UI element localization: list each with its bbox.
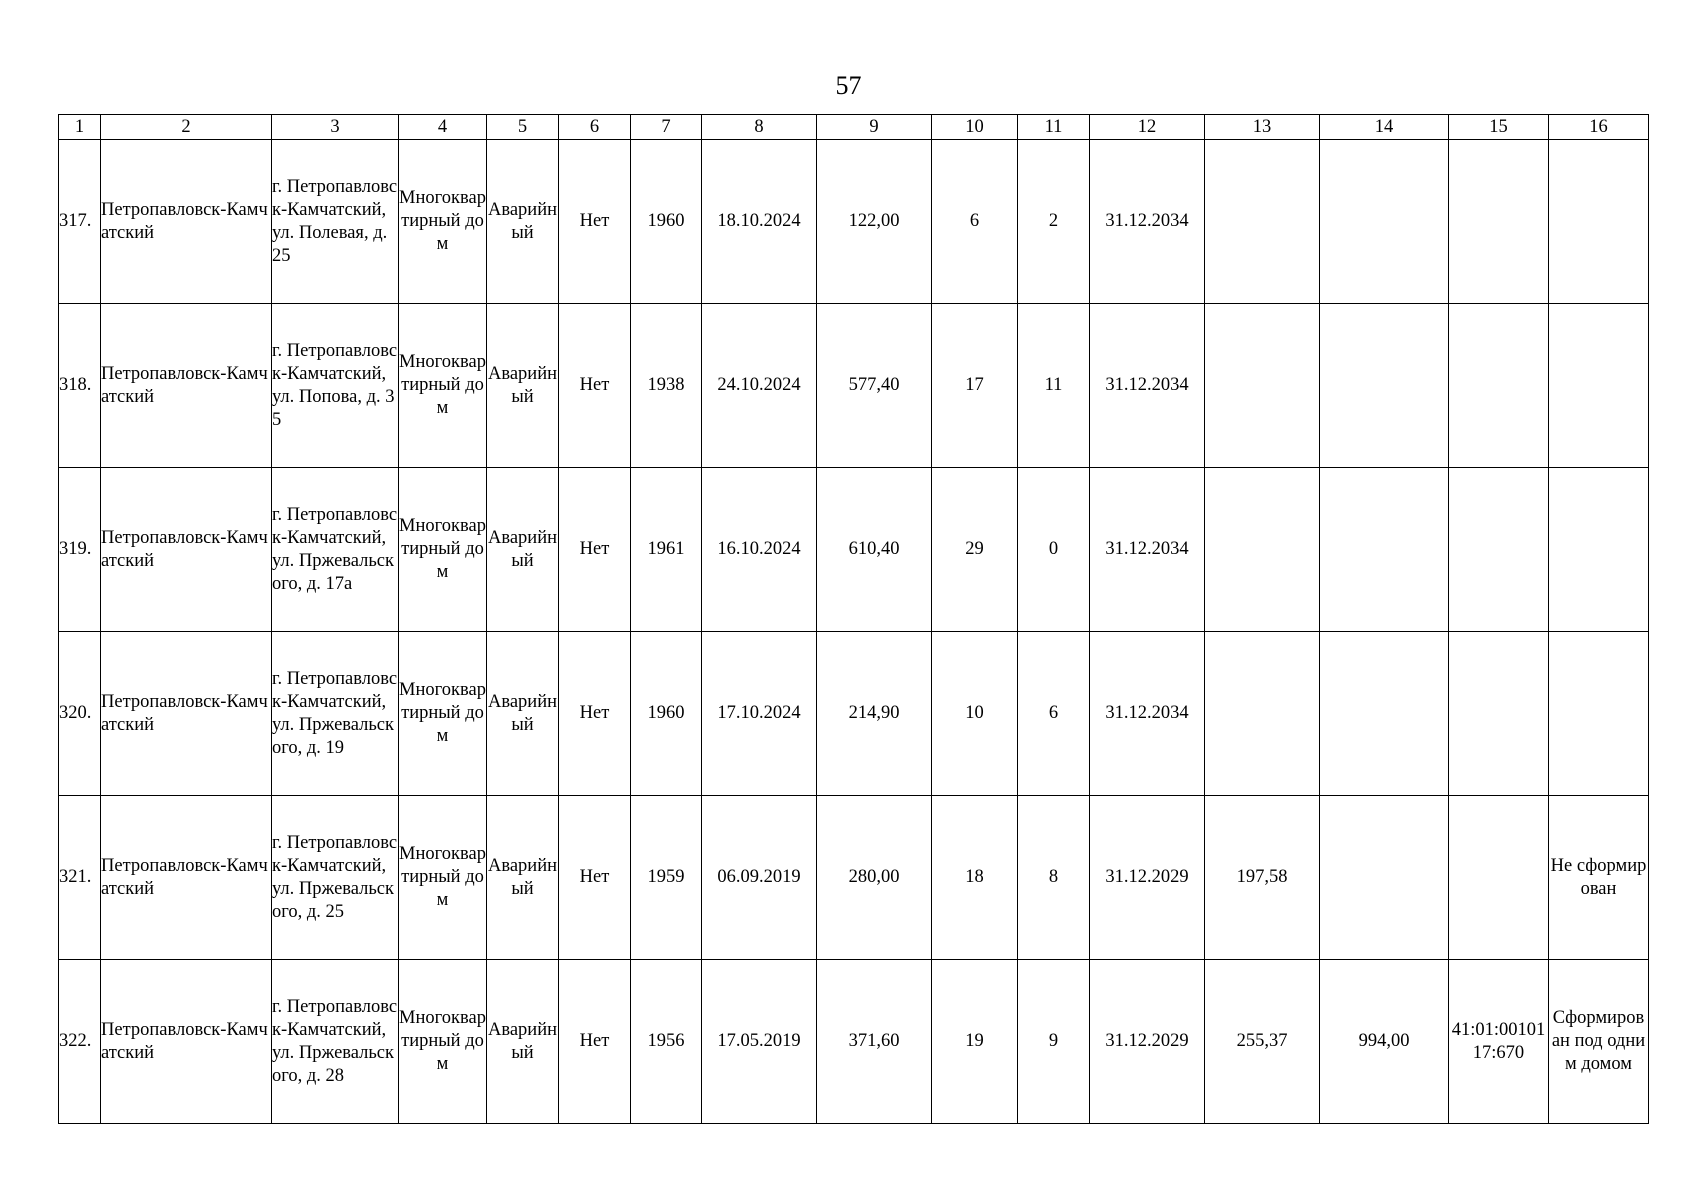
col6-cell: Нет: [559, 304, 631, 468]
table-row: [59, 304, 1649, 468]
building-type-cell: Многоквартирный дом: [399, 304, 487, 468]
cadastral-cell: [1449, 304, 1549, 468]
column-header: 2: [101, 115, 272, 140]
condition-cell: Аварийный: [487, 304, 559, 468]
housing-registry-table: [58, 114, 1649, 1124]
col11-cell: 11: [1018, 304, 1090, 468]
municipality-cell: Петропавловск-Камчатский: [101, 796, 272, 960]
column-header: 6: [559, 115, 631, 140]
land-status-cell: [1549, 304, 1649, 468]
col11-cell: 8: [1018, 796, 1090, 960]
date-cell: 24.10.2024: [702, 304, 817, 468]
cadastral-cell: [1449, 140, 1549, 304]
land-status-cell: [1549, 140, 1649, 304]
col10-cell: 19: [932, 960, 1018, 1124]
row-number: 318.: [59, 304, 101, 468]
land-status-cell: Сформирован под одним домом: [1549, 960, 1649, 1124]
condition-cell: Аварийный: [487, 796, 559, 960]
deadline-cell: 31.12.2034: [1090, 632, 1205, 796]
column-header: 14: [1320, 115, 1449, 140]
column-header: 15: [1449, 115, 1549, 140]
row-number: 321.: [59, 796, 101, 960]
header-row: [59, 115, 1649, 140]
col6-cell: Нет: [559, 140, 631, 304]
column-header: 16: [1549, 115, 1649, 140]
col13-cell: [1205, 632, 1320, 796]
date-cell: 17.05.2019: [702, 960, 817, 1124]
col14-cell: 994,00: [1320, 960, 1449, 1124]
col14-cell: [1320, 140, 1449, 304]
deadline-cell: 31.12.2029: [1090, 960, 1205, 1124]
cadastral-cell: 41:01:0010117:670: [1449, 960, 1549, 1124]
col10-cell: 6: [932, 140, 1018, 304]
address-cell: г. Петропавловск-Камчатский, ул. Попова, д. 35: [272, 304, 399, 468]
row-number: 320.: [59, 632, 101, 796]
col13-cell: [1205, 140, 1320, 304]
col14-cell: [1320, 304, 1449, 468]
registry-rows: [59, 140, 1649, 1124]
building-type-cell: Многоквартирный дом: [399, 796, 487, 960]
municipality-cell: Петропавловск-Камчатский: [101, 632, 272, 796]
land-status-cell: [1549, 468, 1649, 632]
table-row: [59, 960, 1649, 1124]
col6-cell: Нет: [559, 632, 631, 796]
column-header: 8: [702, 115, 817, 140]
col6-cell: Нет: [559, 796, 631, 960]
column-header: 1: [59, 115, 101, 140]
col13-cell: [1205, 468, 1320, 632]
year-cell: 1938: [631, 304, 702, 468]
municipality-cell: Петропавловск-Камчатский: [101, 304, 272, 468]
area-cell: 122,00: [817, 140, 932, 304]
condition-cell: Аварийный: [487, 960, 559, 1124]
condition-cell: Аварийный: [487, 632, 559, 796]
col11-cell: 2: [1018, 140, 1090, 304]
row-number: 317.: [59, 140, 101, 304]
land-status-cell: [1549, 632, 1649, 796]
column-header: 3: [272, 115, 399, 140]
column-header: 4: [399, 115, 487, 140]
land-status-cell: Не сформирован: [1549, 796, 1649, 960]
deadline-cell: 31.12.2034: [1090, 468, 1205, 632]
municipality-cell: Петропавловск-Камчатский: [101, 468, 272, 632]
row-number: 319.: [59, 468, 101, 632]
municipality-cell: Петропавловск-Камчатский: [101, 960, 272, 1124]
col14-cell: [1320, 632, 1449, 796]
date-cell: 06.09.2019: [702, 796, 817, 960]
cadastral-cell: [1449, 468, 1549, 632]
building-type-cell: Многоквартирный дом: [399, 468, 487, 632]
building-type-cell: Многоквартирный дом: [399, 960, 487, 1124]
col13-cell: 255,37: [1205, 960, 1320, 1124]
address-cell: г. Петропавловск-Камчатский, ул. Пржевальского, д. 28: [272, 960, 399, 1124]
col13-cell: [1205, 304, 1320, 468]
column-header: 11: [1018, 115, 1090, 140]
area-cell: 610,40: [817, 468, 932, 632]
column-header: 9: [817, 115, 932, 140]
building-type-cell: Многоквартирный дом: [399, 140, 487, 304]
table-row: [59, 140, 1649, 304]
col10-cell: 18: [932, 796, 1018, 960]
cadastral-cell: [1449, 796, 1549, 960]
date-cell: 18.10.2024: [702, 140, 817, 304]
column-header: 5: [487, 115, 559, 140]
area-cell: 371,60: [817, 960, 932, 1124]
col14-cell: [1320, 796, 1449, 960]
area-cell: 280,00: [817, 796, 932, 960]
col6-cell: Нет: [559, 468, 631, 632]
table-row: [59, 632, 1649, 796]
col11-cell: 9: [1018, 960, 1090, 1124]
cadastral-cell: [1449, 632, 1549, 796]
column-header: 10: [932, 115, 1018, 140]
year-cell: 1960: [631, 140, 702, 304]
column-header: 7: [631, 115, 702, 140]
col10-cell: 17: [932, 304, 1018, 468]
condition-cell: Аварийный: [487, 468, 559, 632]
year-cell: 1960: [631, 632, 702, 796]
date-cell: 16.10.2024: [702, 468, 817, 632]
municipality-cell: Петропавловск-Камчатский: [101, 140, 272, 304]
building-type-cell: Многоквартирный дом: [399, 632, 487, 796]
col13-cell: 197,58: [1205, 796, 1320, 960]
col6-cell: Нет: [559, 960, 631, 1124]
address-cell: г. Петропавловск-Камчатский, ул. Пржевальского, д. 25: [272, 796, 399, 960]
deadline-cell: 31.12.2034: [1090, 140, 1205, 304]
col10-cell: 29: [932, 468, 1018, 632]
address-cell: г. Петропавловск-Камчатский, ул. Полевая, д. 25: [272, 140, 399, 304]
table-row: [59, 796, 1649, 960]
address-cell: г. Петропавловск-Камчатский, ул. Пржевальского, д. 19: [272, 632, 399, 796]
col11-cell: 6: [1018, 632, 1090, 796]
col10-cell: 10: [932, 632, 1018, 796]
year-cell: 1959: [631, 796, 702, 960]
date-cell: 17.10.2024: [702, 632, 817, 796]
year-cell: 1961: [631, 468, 702, 632]
deadline-cell: 31.12.2029: [1090, 796, 1205, 960]
area-cell: 577,40: [817, 304, 932, 468]
area-cell: 214,90: [817, 632, 932, 796]
col14-cell: [1320, 468, 1449, 632]
deadline-cell: 31.12.2034: [1090, 304, 1205, 468]
condition-cell: Аварийный: [487, 140, 559, 304]
year-cell: 1956: [631, 960, 702, 1124]
address-cell: г. Петропавловск-Камчатский, ул. Пржевальского, д. 17а: [272, 468, 399, 632]
column-header: 12: [1090, 115, 1205, 140]
col11-cell: 0: [1018, 468, 1090, 632]
page-number: 57: [835, 71, 862, 100]
row-number: 322.: [59, 960, 101, 1124]
table-row: [59, 468, 1649, 632]
column-header: 13: [1205, 115, 1320, 140]
